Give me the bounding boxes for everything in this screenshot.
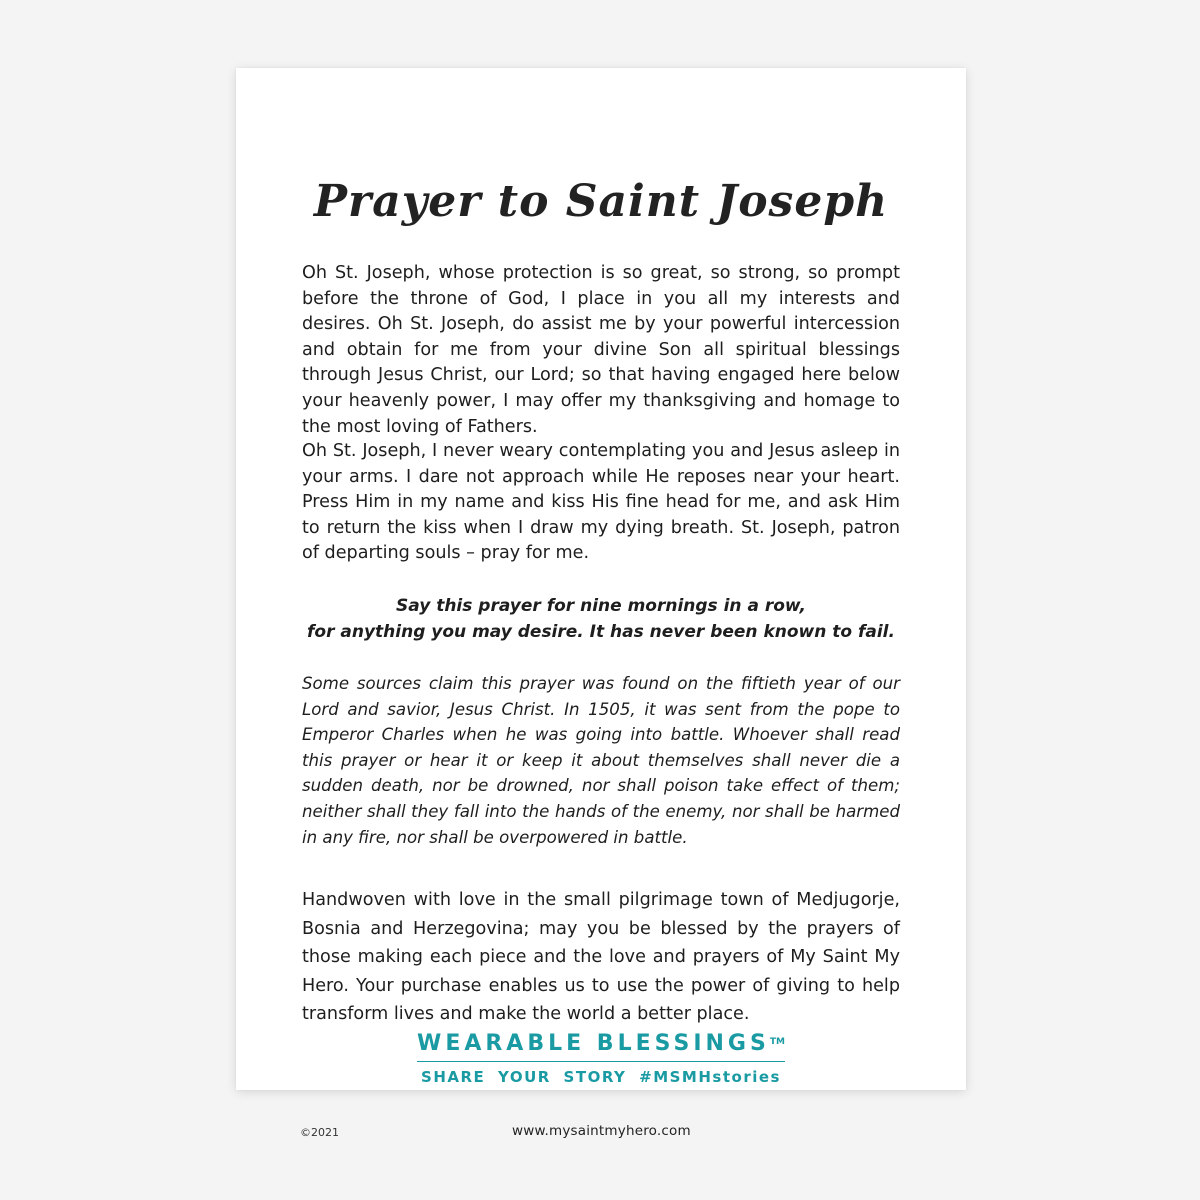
prayer-card [236, 68, 966, 1139]
prayer-paragraph-2-block [302, 439, 900, 567]
instruction-line-2: for anything you may desire. It has never been known to fail. [307, 622, 895, 642]
brand-name: WEARABLE BLESSINGS [417, 1031, 770, 1056]
brand-tagline: SHARE YOUR STORY #MSMHstories [421, 1068, 781, 1086]
copyright-text: ©2021 [300, 1126, 339, 1139]
instruction-line-1: Say this prayer for nine mornings in a row, [396, 596, 806, 616]
prayer-instruction [236, 593, 966, 645]
website-url: www.mysaintmyhero.com [512, 1123, 691, 1139]
trademark-mark: TM [769, 1037, 785, 1047]
prayer-paragraph: Oh St. Joseph, whose protection is so great, so strong, so prompt before the throne of God, I place in you all my interests and desires. Oh St. Joseph, do assist me by your powerful intercession and obtain for me from your divine Son all spiritual blessings through Jesus Christ, our Lord; so that having engaged here below your heavenly power, I may offer my thanksgiving and homage to the most loving of Fathers. [302, 263, 900, 437]
handwoven-note: Handwoven with love in the small pilgrimage town of Medjugorje, Bosnia and Herzegovina; may you be blessed by the prayers of those making each piece and the love and prayers of My Saint My Hero. Your purchase enables us to use the power of giving to help transform lives and make the world a better place. [302, 890, 900, 1024]
prayer-history: Some sources claim this prayer was found on the fiftieth year of our Lord and savior, Jesus Christ. In 1505, it was sent from the pope to Emperor Charles when he was going into battle. Whoever shall read this prayer or hear it or keep it about themselves shall never die a sudden death, nor be drowned, nor shall poison take effect of them; neither shall they fall into the hands of the enemy, nor shall be harmed in any fire, nor shall be overpowered in battle. [302, 674, 900, 847]
brand-logo [417, 1031, 785, 1062]
brand-block [236, 1031, 966, 1086]
prayer-title: Prayer to Saint Joseph [313, 176, 889, 227]
prayer-paragraph: Oh St. Joseph, I never weary contemplating you and Jesus asleep in your arms. I dare not approach while He reposes near your heart. Press Him in my name and kiss His fine head for me, and ask Him to return the kiss when I draw my dying breath. St. Joseph, patron of departing souls – pray for me. [302, 441, 900, 564]
prayer-paragraph-1-block [302, 261, 900, 440]
